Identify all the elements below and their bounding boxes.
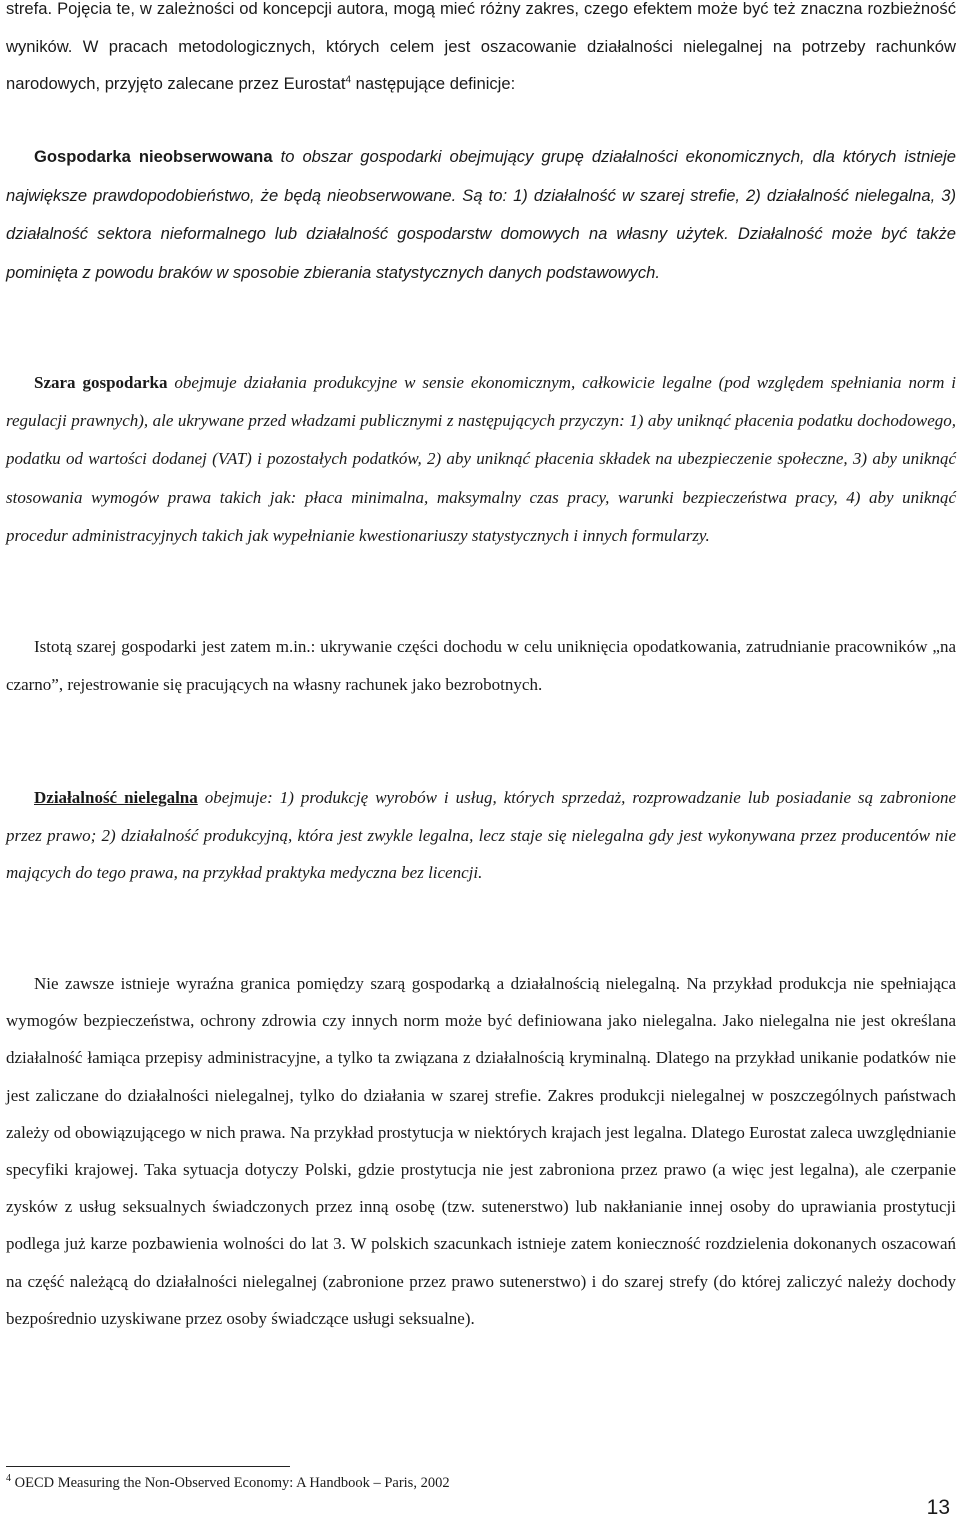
definition-term: Gospodarka nieobserwowana	[34, 147, 273, 166]
shadow-economy-text: obejmuje działania produkcyjne w sensie ekonomicznym, całkowicie legalne (pod względem spełniania norm i regulacji prawnych), ale ukrywane przed władzami publicznymi z następujących przyczyn: 1) aby uniknąć płacenia podatku dochodowego, podatku od wartości dodanej (VAT) i pozostałych podatków, 2) aby uniknąć płacenia składek na ubezpieczenie społeczne, 3) aby uniknąć stosowania wymogów prawa takich jak: płaca minimalna, maksymalny czas pracy, warunki bezpieczeństwa pracy, 4) aby uniknąć procedur administracyjnych takich jak wypełnianie kwestionariuszy statystycznych i innych formularzy.	[6, 373, 957, 545]
definition-text: to obszar gospodarki obejmujący grupę działalności ekonomicznych, dla których istnieje największe prawdopodobieństwo, że będą nieobserwowane. Są to: 1) działalność w szarej strefie, 2) działalność nielegalna, 3) działalność sektora nieformalnego lub działalność gospodarstw domowych na własny użytek. Działalność może być także pominięta z powodu braków w sposobie zbierania statystycznych danych podstawowych.	[6, 147, 957, 282]
illegal-activity-text: obejmuje: 1) produkcję wyrobów i usług, których sprzedaż, rozprowadzanie lub posiadanie są zabronione przez prawo; 2) działalność produkcyjną, która jest zwykle legalna, lecz staje się nielegalna gdy jest wykonywana przez producentów nie mających do tego prawa, na przykład praktyka medyczna bez licencji.	[6, 788, 957, 882]
intro-paragraph	[6, 0, 956, 103]
page-number: 13	[926, 1496, 950, 1519]
intro-text: strefa. Pojęcia te, w zależności od koncepcji autora, mogą mieć różny zakres, czego efektem może być też znaczna rozbieżność wyników. W pracach metodologicznych, których celem jest oszacowanie działalności nielegalnej na potrzeby rachunków narodowych, przyjęto zalecane przez Eurostat	[6, 0, 956, 93]
definition-unobserved-economy	[6, 138, 956, 292]
intro-text-end: następujące definicje:	[351, 74, 516, 93]
illegal-activity-term: Działalność nielegalna	[34, 788, 198, 807]
shadow-economy-term: Szara gospodarka	[34, 373, 168, 392]
definition-shadow-economy	[6, 364, 956, 555]
boundary-paragraph: Nie zawsze istnieje wyraźna granica pomiędzy szarą gospodarką a działalnością nielegalną. Na przykład produkcja nie spełniająca wymogów bezpieczeństwa, ochrony zdrowia czy innych norm może być definiowana jako nielegalna. Jako nielegalna nie jest określana działalność łamiąca przepisy administracyjne, a tylko ta związana z działalnością kryminalną. Dlatego na przykład unikanie podatków nie jest zaliczane do działalności nielegalnej, tylko do działania w szarej strefie. Zakres produkcji nielegalnej w poszczególnych państwach zależy od obowiązującego w nich prawa. Na przykład prostytucja w niektórych krajach jest legalna. Dlatego Eurostat zaleca uwzględnianie specyfiki krajowej. Taka sytuacja dotyczy Polski, gdzie prostytucja nie jest zabroniona przez prawo (a więc jest legalna), ale czerpanie zysków z usług seksualnych świadczonych przez inną osobę (tzw. sutenerstwo) lub nakłanianie innej osoby do uprawiania prostytucji podlega już karze pozbawienia wolności do lat 3. W polskich szacunkach istnieje zatem konieczność rozdzielenia dokonanych oszacowań na część należącą do działalności nielegalnej (zabronione przez prawo sutenerstwo) i do szarej strefy (do której zaliczyć należy dochody bezpośrednio uzyskiwane przez osoby świadczące usługi seksualne).	[6, 974, 956, 1328]
shadow-economy-essence: Istotą szarej gospodarki jest zatem m.in.: ukrywanie części dochodu w celu uniknięcia opodatkowania, zatrudnianie pracowników „na czarno”, rejestrowanie się pracujących na własny rachunek jako bezrobotnych.	[6, 637, 956, 695]
footnote-ref: 4	[345, 74, 351, 86]
definition-illegal-activity	[6, 779, 956, 892]
footnote-text: OECD Measuring the Non-Observed Economy: A Handbook – Paris, 2002	[11, 1475, 450, 1491]
footnote-divider	[6, 1466, 290, 1467]
footnote	[6, 1473, 450, 1493]
footnote-number: 4	[6, 1473, 11, 1485]
